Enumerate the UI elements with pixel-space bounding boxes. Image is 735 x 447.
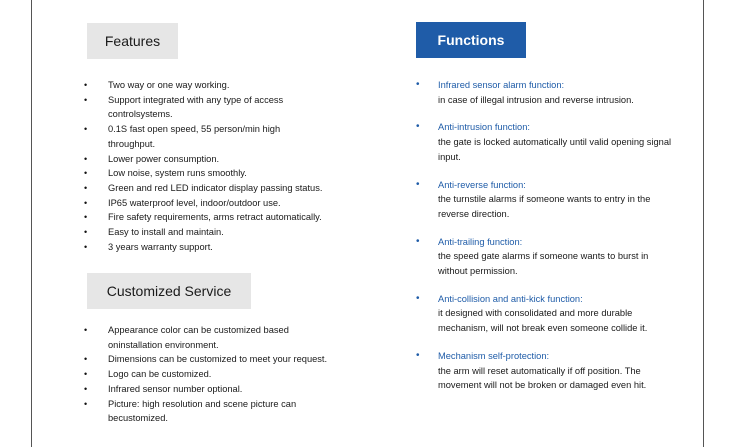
list-item: • Appearance color can be customized based oninstallation environment. [84, 325, 289, 350]
page-border-right [703, 0, 704, 447]
function-desc: in case of illegal intrusion and reverse intrusion. [438, 94, 634, 105]
bullet-icon: • [84, 241, 88, 252]
function-desc: it designed with consolidated and more durable mechanism, will not break even someone collide it. [438, 308, 648, 334]
function-title: Anti-collision and anti-kick function: [438, 293, 583, 304]
functions-heading [416, 22, 526, 58]
bullet-icon: • [416, 178, 420, 190]
list-item: • Low noise, system runs smoothly. [84, 166, 324, 181]
list-item: • Lower power consumption. [84, 152, 324, 167]
bullet-icon: • [84, 80, 88, 90]
list-item: • Logo can be customized. [84, 367, 342, 382]
bullet-icon: • [84, 354, 88, 365]
bullet-icon: • [416, 292, 420, 304]
function-desc: the arm will reset automatically if off position. The movement will not be broken or damaged even hit. [438, 365, 647, 391]
list-item: • Infrared sensor number optional. [84, 382, 342, 397]
bullet-icon: • [84, 398, 88, 409]
list-item: • Dimensions can be customized to meet your request. [84, 352, 342, 367]
bullet-icon: • [84, 197, 88, 208]
list-item [416, 78, 678, 107]
function-desc: the speed gate alarms if someone wants to burst in without permission. [438, 251, 649, 277]
customized-list [84, 323, 342, 426]
list-item [416, 292, 678, 336]
function-title: Infrared sensor alarm function: [438, 80, 565, 90]
bullet-icon: • [84, 182, 88, 193]
list-item [416, 178, 678, 222]
bullet-icon: • [84, 212, 88, 223]
bullet-icon: • [84, 325, 88, 335]
list-item: • Two way or one way working. [84, 78, 324, 93]
functions-list [416, 78, 678, 406]
bullet-icon: • [416, 349, 420, 361]
bullet-icon: • [84, 168, 88, 179]
bullet-icon: • [416, 79, 420, 90]
list-item: • 0.1S fast open speed, 55 person/min high throughput. [84, 124, 281, 149]
function-title: Mechanism self-protection: [438, 350, 550, 361]
list-item: • IP65 waterproof level, indoor/outdoor use. [84, 196, 324, 211]
list-item: • Fire safety requirements, arms retract automatically. [84, 210, 324, 225]
list-item [416, 349, 678, 393]
functions-heading-text: Functions [437, 32, 505, 48]
list-item [416, 235, 678, 279]
features-heading-text: Features [104, 33, 161, 49]
function-desc: the turnstile alarms if someone wants to entry in the reverse direction. [438, 194, 651, 219]
list-item: • Easy to install and maintain. [84, 225, 324, 240]
function-title: Anti-intrusion function: [438, 122, 530, 133]
list-item: • 3 years warranty support. [84, 240, 324, 255]
bullet-icon: • [84, 153, 88, 164]
page-border-left [31, 0, 32, 447]
list-item: • Picture: high resolution and scene picture can becustomized. [84, 398, 297, 424]
bullet-icon: • [84, 369, 88, 380]
function-title: Anti-reverse function: [438, 179, 526, 190]
customized-heading-text: Customized Service [106, 283, 232, 299]
bullet-icon: • [84, 383, 88, 394]
customized-heading [87, 273, 251, 309]
bullet-icon: • [416, 121, 420, 133]
function-desc: the gate is locked automatically until valid opening signal input. [438, 137, 672, 162]
features-heading [87, 23, 178, 59]
bullet-icon: • [84, 94, 88, 105]
bullet-icon: • [416, 235, 420, 247]
bullet-icon: • [84, 227, 88, 238]
list-item: • Green and red LED indicator display passing status. [84, 181, 324, 196]
list-item: • Support integrated with any type of access controlsystems. [84, 94, 284, 120]
function-title: Anti-trailing function: [438, 236, 523, 247]
bullet-icon: • [84, 124, 88, 135]
list-item [416, 120, 678, 164]
features-list [84, 78, 324, 254]
